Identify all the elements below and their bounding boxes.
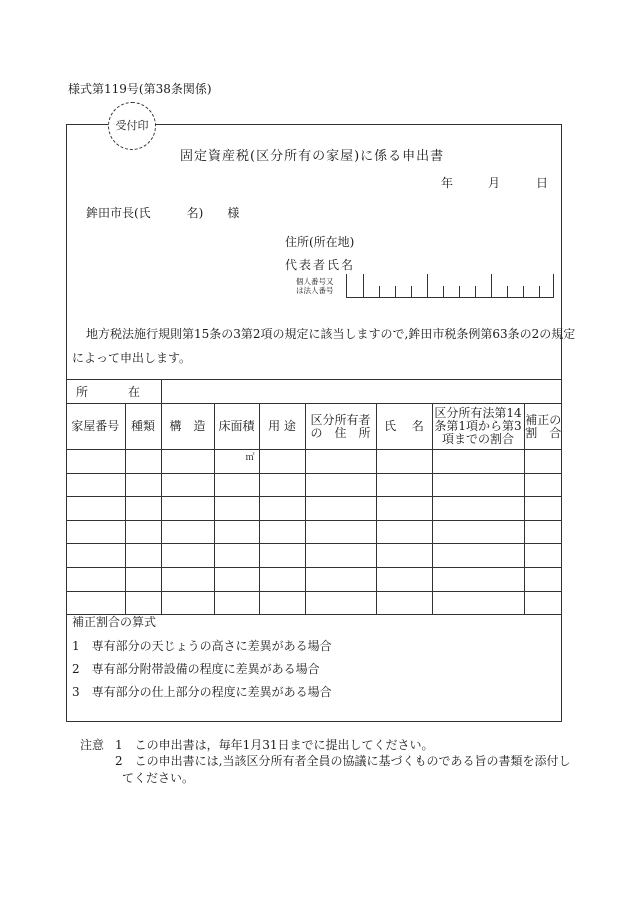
- header-adjust-line1: 補正の: [525, 412, 562, 427]
- table-cell[interactable]: [66, 497, 125, 521]
- number-digit-divider: [443, 286, 444, 298]
- number-label-line2: は法人番号: [296, 286, 334, 295]
- header-ratio-line2: 条第1項から第3: [434, 419, 522, 433]
- table-cell[interactable]: [259, 567, 305, 591]
- table-cell[interactable]: [524, 497, 562, 521]
- number-digit-divider: [379, 286, 380, 298]
- note-item-2-continued: てください。: [122, 771, 195, 785]
- location-label: [66, 380, 161, 404]
- number-digit-divider: [411, 286, 412, 298]
- header-owner-name: 氏 名: [376, 404, 432, 450]
- table-cell[interactable]: [214, 591, 259, 615]
- table-cell[interactable]: [125, 473, 161, 497]
- note-item-1: 1 この申出書は，毎年1月31日までに提出してください。: [115, 738, 434, 752]
- number-digit-divider: [539, 286, 540, 298]
- table-row: [66, 497, 562, 521]
- table-cell[interactable]: [305, 450, 376, 474]
- header-ratio-line1: 区分所有法第14: [434, 406, 522, 420]
- location-label-b: 在: [128, 385, 141, 399]
- table-cell[interactable]: [432, 473, 524, 497]
- date-month-label: 月: [488, 176, 501, 190]
- table-cell[interactable]: [259, 450, 305, 474]
- table-cell[interactable]: [524, 544, 562, 568]
- reception-stamp-circle: [108, 102, 156, 150]
- number-digit-divider: [507, 286, 508, 298]
- table-cell[interactable]: [214, 520, 259, 544]
- table-cell[interactable]: [161, 520, 214, 544]
- number-digit-divider: [491, 274, 492, 298]
- table-cell[interactable]: [432, 544, 524, 568]
- table-cell[interactable]: [305, 567, 376, 591]
- formula-title: 補正割合の算式: [72, 615, 157, 629]
- table-cell[interactable]: [305, 591, 376, 615]
- table-cell[interactable]: [376, 450, 432, 474]
- table-cell[interactable]: [524, 520, 562, 544]
- header-adjust-ratio: [524, 404, 562, 450]
- formula-item: 2 専有部分附帯設備の程度に差異がある場合: [72, 662, 320, 676]
- form-title: 固定資産税(区分所有の家屋)に係る申出書: [180, 149, 445, 164]
- header-adjust-line2: 割 合: [525, 425, 562, 440]
- formula-item: 3 専有部分の仕上部分の程度に差異がある場合: [72, 685, 332, 699]
- table-cell[interactable]: [376, 520, 432, 544]
- table-cell[interactable]: [376, 567, 432, 591]
- number-digit-divider: [427, 274, 428, 298]
- table-cell[interactable]: [376, 544, 432, 568]
- table-cell[interactable]: [524, 567, 562, 591]
- table-row: [66, 473, 562, 497]
- notes-label: 注意: [80, 738, 105, 752]
- table-cell[interactable]: [125, 497, 161, 521]
- table-cell[interactable]: [524, 450, 562, 474]
- header-ownership-ratio: [432, 404, 524, 450]
- address-label: 住所(所在地): [285, 235, 355, 249]
- date-day-label: 日: [536, 176, 549, 190]
- body-text-line1: 地方税法施行規則第15条の3第2項の規定に該当しますので,鉾田市税条例第63条の2の規定: [86, 327, 576, 341]
- table-cell[interactable]: [376, 473, 432, 497]
- location-label-a: 所: [76, 385, 89, 399]
- date-year-label: 年: [441, 176, 454, 190]
- table-cell[interactable]: [524, 473, 562, 497]
- header-kind: 種類: [125, 404, 161, 450]
- header-owner-address-line1: 区分所有者: [310, 412, 371, 427]
- table-cell[interactable]: [66, 544, 125, 568]
- individual-corporate-number-label: [296, 277, 334, 295]
- table-cell[interactable]: [259, 544, 305, 568]
- table-cell[interactable]: [161, 450, 214, 474]
- table-cell[interactable]: [376, 497, 432, 521]
- table-cell[interactable]: [524, 591, 562, 615]
- table-cell[interactable]: [305, 497, 376, 521]
- location-input[interactable]: [161, 380, 562, 404]
- header-structure: 構 造: [161, 404, 214, 450]
- table-cell[interactable]: [432, 520, 524, 544]
- header-ratio-line3: 項までの割合: [441, 432, 514, 446]
- body-text-line2: によって申出します。: [72, 351, 192, 365]
- table-cell[interactable]: [305, 520, 376, 544]
- number-digit-divider: [395, 286, 396, 298]
- addressee: 鉾田市長(氏 名) 様: [86, 206, 240, 220]
- form-number: 様式第119号(第38条関係): [68, 82, 212, 96]
- number-digit-divider: [363, 274, 364, 298]
- table-cell[interactable]: [432, 450, 524, 474]
- header-usage: 用 途: [259, 404, 305, 450]
- number-label-line1: 個人番号又: [296, 277, 334, 286]
- table-row: [66, 567, 562, 591]
- table-cell[interactable]: [305, 473, 376, 497]
- table-cell[interactable]: [66, 450, 125, 474]
- table-cell[interactable]: [161, 544, 214, 568]
- table-row: [66, 544, 562, 568]
- table-cell[interactable]: [259, 497, 305, 521]
- table-cell[interactable]: [161, 591, 214, 615]
- table-cell[interactable]: [214, 567, 259, 591]
- table-cell[interactable]: [66, 591, 125, 615]
- table-cell[interactable]: [259, 520, 305, 544]
- table-cell[interactable]: [259, 473, 305, 497]
- note-item-2: 2 この申出書には,当該区分所有者全員の協議に基づくものである旨の書類を添付し: [115, 754, 571, 768]
- table-cell[interactable]: [305, 544, 376, 568]
- formula-item: 1 専有部分の天じょうの高さに差異がある場合: [72, 639, 332, 653]
- table-cell[interactable]: [66, 567, 125, 591]
- number-digit-divider: [523, 286, 524, 298]
- table-cell[interactable]: [376, 591, 432, 615]
- table-cell[interactable]: [125, 520, 161, 544]
- table-cell[interactable]: [259, 591, 305, 615]
- table-cell[interactable]: [161, 497, 214, 521]
- table-row: [66, 520, 562, 544]
- table-cell[interactable]: [125, 450, 161, 474]
- table-cell[interactable]: [161, 567, 214, 591]
- header-house-number: 家屋番号: [66, 404, 125, 450]
- table-cell[interactable]: [432, 567, 524, 591]
- table-cell[interactable]: [66, 520, 125, 544]
- table-cell[interactable]: [125, 591, 161, 615]
- table-cell[interactable]: [66, 473, 125, 497]
- table-cell[interactable]: [432, 497, 524, 521]
- number-digit-divider: [475, 286, 476, 298]
- number-digit-divider: [459, 286, 460, 298]
- table-row: [66, 450, 562, 474]
- reception-stamp-label: 受付印: [115, 119, 149, 132]
- property-table: [66, 379, 562, 615]
- representative-name-label: 代表者氏名: [285, 258, 356, 272]
- table-cell[interactable]: [125, 567, 161, 591]
- table-cell[interactable]: [214, 473, 259, 497]
- table-cell[interactable]: [432, 591, 524, 615]
- table-cell[interactable]: [214, 497, 259, 521]
- number-entry-boxes[interactable]: [346, 274, 554, 298]
- area-unit[interactable]: ㎡: [214, 450, 259, 474]
- header-floor-area: 床面積: [214, 404, 259, 450]
- header-owner-address: [305, 404, 376, 450]
- table-cell[interactable]: [125, 544, 161, 568]
- table-cell[interactable]: [161, 473, 214, 497]
- header-owner-address-line2: の 住 所: [310, 425, 371, 440]
- table-cell[interactable]: [214, 544, 259, 568]
- table-row: [66, 591, 562, 615]
